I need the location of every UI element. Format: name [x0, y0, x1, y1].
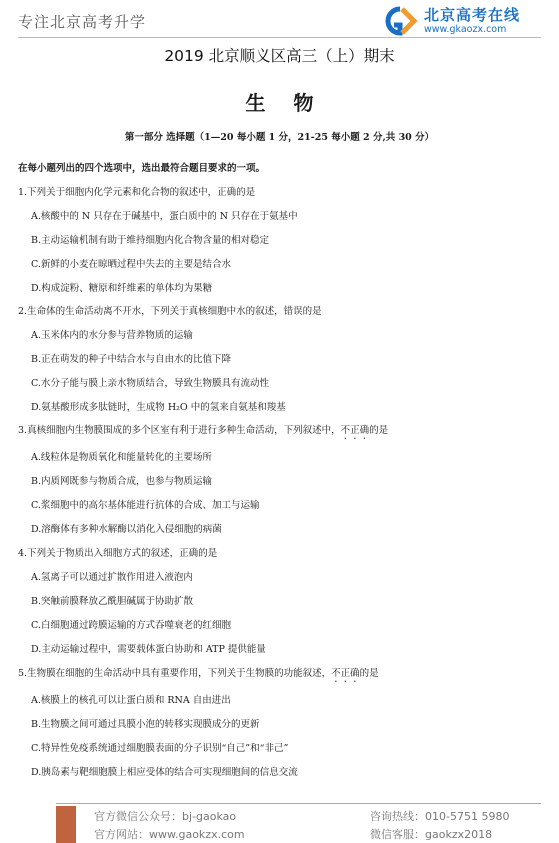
option: D.溶酶体有多种水解酶以消化入侵细胞的病菌	[31, 524, 222, 535]
option: C.特异性免疫系统通过细胞膜表面的分子识别“自己”和“非己”	[31, 743, 289, 754]
question-stem: 2.生命体的生命活动离不开水，下列关于真核细胞中水的叙述，错误的是	[18, 306, 322, 317]
exam-title: 2019 北京顺义区高三（上）期末	[164, 47, 395, 65]
stem-text: 的是	[369, 425, 389, 436]
question-stem	[18, 665, 379, 685]
section-heading: 第一部分 选择题（1—20 每小题 1 分，21-25 每小题 2 分,共 30 分）	[124, 132, 435, 143]
option: C.白细胞通过跨膜运输的方式吞噬衰老的红细胞	[31, 620, 231, 631]
option: D.氨基酸形成多肽链时，生成物 H₂O 中的氢来自氨基和羧基	[31, 402, 286, 413]
option: C.浆细胞中的高尔基体能进行抗体的合成、加工与运输	[31, 500, 260, 511]
option: B.内质网既参与物质合成，也参与物质运输	[31, 476, 213, 487]
option: B.主动运输机制有助于维持细胞内化合物含量的相对稳定	[31, 235, 270, 246]
header-tagline: 专注北京高考升学	[18, 13, 147, 31]
subject-title: 生物	[245, 91, 342, 115]
logo-url: www.gkaozx.com	[424, 24, 507, 35]
option: B.生物膜之间可通过具膜小泡的转移实现膜成分的更新	[31, 719, 260, 730]
footer-divider	[56, 803, 541, 804]
option: D.构成淀粉、糖原和纤维素的单体均为果糖	[31, 283, 213, 294]
stem-text: 5.生物膜在细胞的生命活动中具有重要作用，下列关于生物膜的功能叙述，	[18, 668, 332, 679]
option: A.核酸中的 N 只存在于碱基中，蛋白质中的 N 只存在于氨基中	[31, 211, 298, 222]
footer-accent-bar	[56, 806, 76, 843]
emphasized-word: 不正确	[340, 425, 370, 436]
stem-text: 3.真核细胞内生物膜围成的多个区室有利于进行多种生命活动，下列叙述中，	[18, 425, 341, 436]
question-stem: 4.下列关于物质出入细胞方式的叙述，正确的是	[18, 548, 218, 559]
footer-service: 微信客服：gaokzx2018	[370, 828, 493, 841]
instructions: 在每小题列出的四个选项中，选出最符合题目要求的一项。	[18, 163, 266, 174]
option: B.正在萌发的种子中结合水与自由水的比值下降	[31, 354, 232, 365]
site-logo[interactable]	[378, 4, 548, 38]
option: A.玉米体内的水分参与营养物质的运输	[31, 330, 193, 341]
option: C.水分子能与膜上亲水物质结合，导致生物膜具有流动性	[31, 378, 269, 389]
question-stem: 1.下列关于细胞内化学元素和化合物的叙述中，正确的是	[18, 187, 256, 198]
footer-wechat: 官方微信公众号：bj-gaokao	[94, 810, 237, 823]
stem-text: 的是	[359, 668, 379, 679]
option: D.主动运输过程中，需要载体蛋白协助和 ATP 提供能量	[31, 644, 266, 655]
option: C.新鲜的小麦在晾晒过程中失去的主要是结合水	[31, 259, 231, 270]
option: A.线粒体是物质氧化和能量转化的主要场所	[31, 452, 212, 463]
option: A.核膜上的核孔可以让蛋白质和 RNA 自由进出	[31, 695, 231, 706]
emphasized-word: 不正确	[331, 668, 360, 679]
option: A.氢离子可以通过扩散作用进入液泡内	[31, 572, 193, 583]
footer-website[interactable]: 官方网站：www.gaokzx.com	[94, 828, 245, 841]
option: D.胰岛素与靶细胞膜上相应受体的结合可实现细胞间的信息交流	[31, 767, 298, 778]
gk-logo-icon	[378, 5, 422, 37]
header-divider	[18, 37, 541, 38]
question-stem	[18, 422, 388, 442]
logo-name: 北京高考在线	[424, 6, 521, 24]
footer-hotline: 咨询热线：010-5751 5980	[370, 810, 510, 823]
option: B.突触前膜释放乙酰胆碱属于协助扩散	[31, 596, 194, 607]
